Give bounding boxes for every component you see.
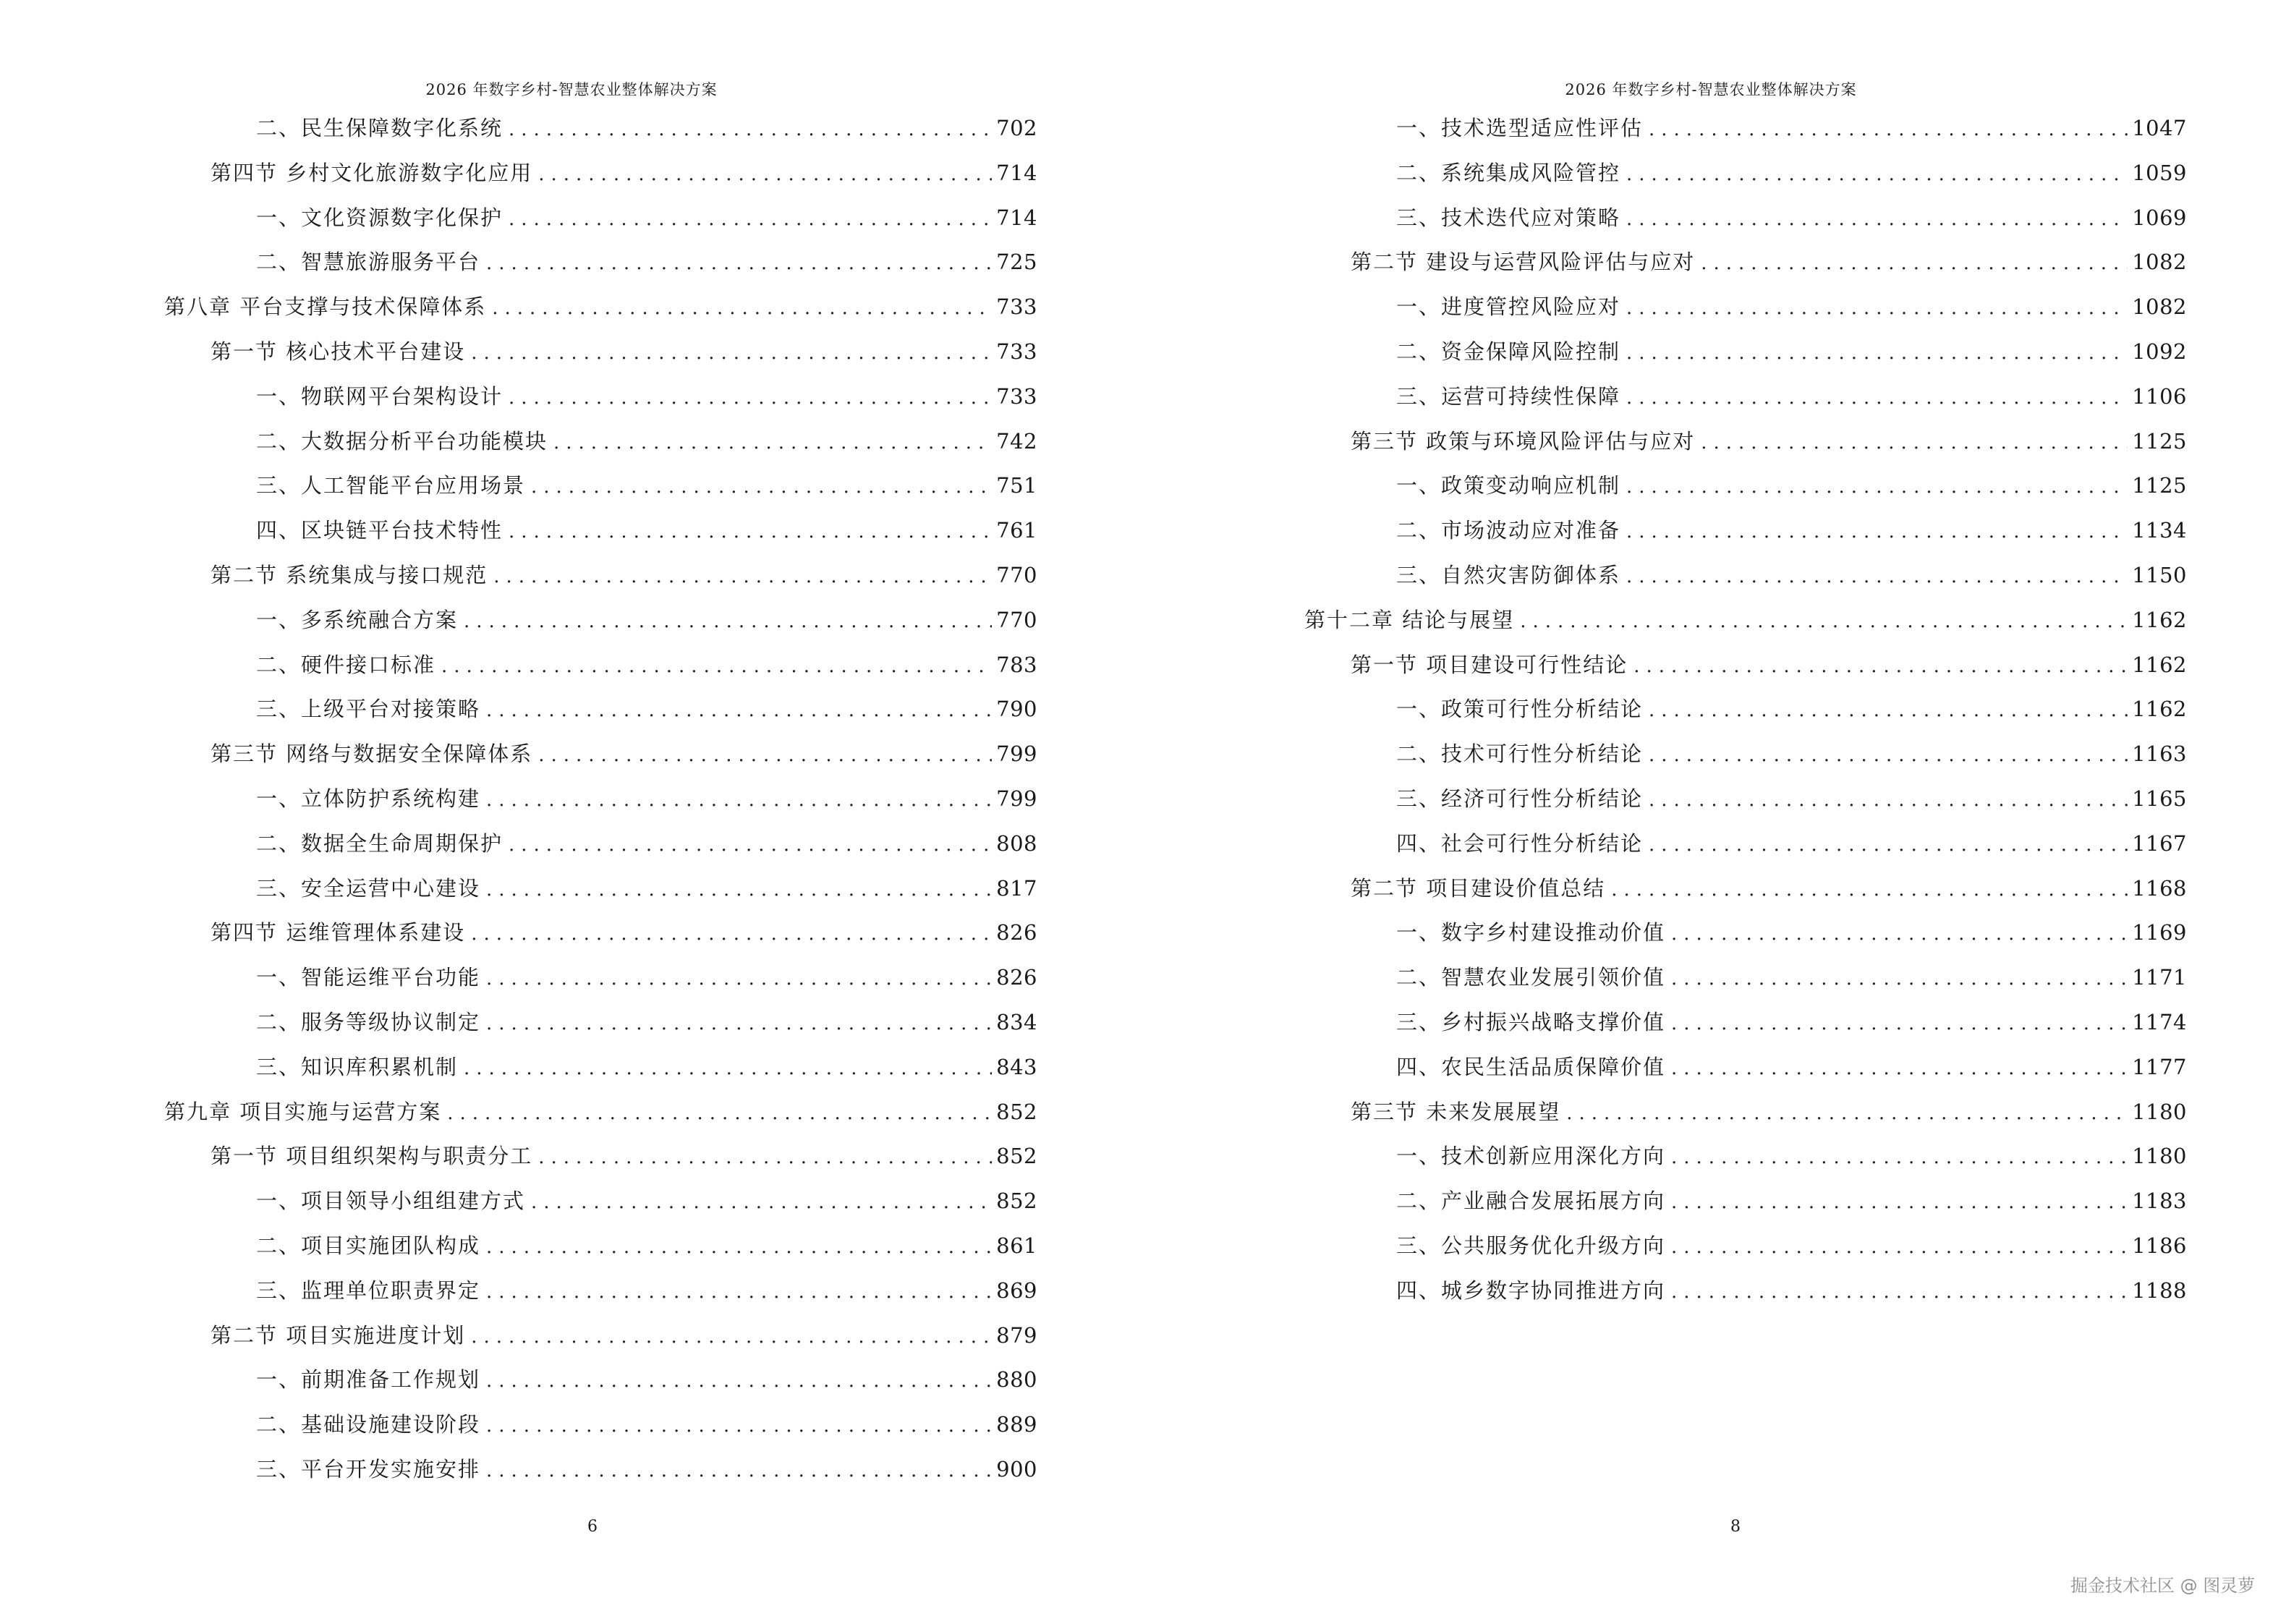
toc-entry[interactable] (164, 693, 1037, 738)
toc-entry-page: 725 (996, 250, 1037, 275)
toc-entry-title: 第二节 建设与运营风险评估与应对 (1351, 250, 1696, 275)
toc-entry-page: 770 (996, 607, 1037, 632)
dot-leader (1671, 1191, 2128, 1213)
page-number: 8 (1730, 1518, 1741, 1536)
toc-entry[interactable] (1304, 1140, 2187, 1185)
dot-leader (509, 208, 992, 230)
toc-entry[interactable] (1304, 1006, 2187, 1051)
toc-entry-page: 1163 (2132, 741, 2187, 767)
toc-entry[interactable] (164, 246, 1037, 291)
toc-entry-title: 一、智能运维平台功能 (256, 965, 481, 990)
toc-entry-page: 733 (996, 383, 1037, 409)
toc-entry-title: 第四节 运维管理体系建设 (211, 920, 466, 945)
toc-entry-page: 861 (996, 1233, 1037, 1258)
toc-entry-title: 三、运营可持续性保障 (1396, 383, 1621, 409)
dot-leader (486, 968, 992, 990)
toc-entry-title: 一、物联网平台架构设计 (256, 383, 503, 409)
toc-entry-page: 1169 (2132, 920, 2187, 945)
toc-entry-page: 1162 (2132, 652, 2187, 677)
toc-entry-page: 1180 (2132, 1144, 2187, 1169)
toc-entry-page: 1125 (2132, 428, 2187, 454)
toc-entry-page: 1186 (2132, 1233, 2187, 1258)
toc-entry-title: 二、服务等级协议制定 (256, 1009, 481, 1034)
toc-entry-page: 714 (996, 205, 1037, 230)
dot-leader (1671, 923, 2128, 945)
toc-entry-page: 761 (996, 518, 1037, 543)
dot-leader (1649, 119, 2128, 140)
toc-entry-page: 1125 (2132, 473, 2187, 498)
toc-entry[interactable] (1304, 1096, 2187, 1141)
toc-entry[interactable] (164, 1006, 1037, 1051)
toc-entry-title: 第三节 政策与环境风险评估与应对 (1351, 428, 1696, 454)
dot-leader (486, 789, 992, 811)
toc-entry-page: 1059 (2132, 160, 2187, 185)
toc-entry-page: 1092 (2132, 339, 2187, 364)
toc-entry-title: 一、技术选型适应性评估 (1396, 116, 1644, 140)
dot-leader (1671, 968, 2128, 990)
toc-entry-title: 第三节 网络与数据安全保障体系 (211, 741, 533, 767)
toc-entry-page: 1069 (2132, 205, 2187, 230)
toc-entry[interactable] (164, 1275, 1037, 1319)
toc-entry[interactable] (1304, 1275, 2187, 1319)
toc-entry-page: 714 (996, 160, 1037, 185)
toc-entry-page: 790 (996, 697, 1037, 722)
toc-entry-title: 一、数字乡村建设推动价值 (1396, 920, 1666, 945)
toc-entry[interactable] (1304, 246, 2187, 291)
toc-entry[interactable] (1304, 828, 2187, 872)
dot-leader (1626, 476, 2128, 498)
dot-leader (509, 521, 992, 543)
toc-entry-title: 一、多系统融合方案 (256, 607, 459, 632)
page-header: 2026 年数字乡村-智慧农业整体解决方案 (1565, 81, 1857, 98)
toc-entry-title: 二、智慧农业发展引领价值 (1396, 965, 1666, 990)
toc-entry-page: 1168 (2132, 875, 2187, 901)
toc-entry[interactable] (1304, 961, 2187, 1006)
toc-entry-title: 四、城乡数字协同推进方向 (1396, 1277, 1666, 1303)
toc-entry-page: 900 (996, 1456, 1037, 1481)
toc-entry[interactable] (1304, 649, 2187, 694)
toc-entry-title: 三、公共服务优化升级方向 (1396, 1233, 1666, 1258)
toc-entry[interactable] (164, 112, 1037, 157)
toc-entry-title: 一、文化资源数字化保护 (256, 205, 503, 230)
toc-entry-page: 852 (996, 1189, 1037, 1214)
toc-entry-page: 826 (996, 965, 1037, 990)
toc-entry[interactable] (1304, 112, 2187, 157)
toc-entry-title: 四、社会可行性分析结论 (1396, 830, 1644, 856)
toc-entry-page: 1167 (2132, 830, 2187, 856)
dot-leader (1671, 1013, 2128, 1034)
dot-leader (1649, 700, 2128, 721)
toc-entry-title: 二、系统集成风险管控 (1396, 160, 1621, 185)
toc-entry-page: 1174 (2132, 1009, 2187, 1034)
toc-entry-title: 四、区块链平台技术特性 (256, 518, 503, 543)
dot-leader (1701, 252, 2128, 274)
toc-entry-title: 三、监理单位职责界定 (256, 1277, 481, 1303)
toc-entry-page: 852 (996, 1099, 1037, 1124)
toc-entry-page: 1134 (2132, 518, 2187, 543)
toc-entry-page: 879 (996, 1322, 1037, 1348)
dot-leader (538, 163, 992, 185)
toc-entry[interactable] (1304, 872, 2187, 917)
dot-leader (1649, 834, 2128, 856)
toc-list (1304, 112, 2187, 1319)
dot-leader (1611, 879, 2128, 901)
toc-entry-title: 三、技术迭代应对策略 (1396, 205, 1621, 230)
toc-entry[interactable] (164, 1319, 1037, 1364)
dot-leader (464, 611, 992, 632)
dot-leader (486, 1460, 992, 1481)
toc-entry[interactable] (164, 1185, 1037, 1230)
toc-entry-page: 1106 (2132, 383, 2187, 409)
dot-leader (486, 1370, 992, 1392)
dot-leader (441, 655, 992, 677)
dot-leader (1566, 1102, 2128, 1124)
toc-entry-page: 1162 (2132, 697, 2187, 722)
dot-leader (1626, 342, 2128, 364)
toc-entry-title: 二、产业融合发展拓展方向 (1396, 1189, 1666, 1214)
toc-entry[interactable] (1304, 917, 2187, 961)
toc-entry-page: 799 (996, 741, 1037, 767)
toc-entry[interactable] (164, 425, 1037, 470)
toc-entry-title: 一、前期准备工作规划 (256, 1367, 481, 1393)
toc-entry[interactable] (164, 872, 1037, 917)
toc-entry-page: 826 (996, 920, 1037, 945)
dot-leader (1626, 566, 2128, 587)
toc-entry[interactable] (164, 1051, 1037, 1096)
toc-entry[interactable] (164, 1453, 1037, 1498)
toc-entry-page: 817 (996, 875, 1037, 901)
toc-entry-title: 三、乡村振兴战略支撑价值 (1396, 1009, 1666, 1034)
toc-entry[interactable] (164, 381, 1037, 425)
toc-entry-page: 1177 (2132, 1054, 2187, 1079)
toc-entry-title: 第三节 未来发展展望 (1351, 1099, 1561, 1124)
toc-entry[interactable] (164, 738, 1037, 783)
toc-entry[interactable] (1304, 783, 2187, 828)
toc-entry[interactable] (1304, 202, 2187, 247)
dot-leader (1626, 387, 2128, 409)
toc-entry[interactable] (164, 1408, 1037, 1453)
dot-leader (1701, 432, 2128, 454)
toc-entry[interactable] (164, 514, 1037, 559)
toc-entry-page: 889 (996, 1412, 1037, 1437)
dot-leader (1649, 744, 2128, 766)
dot-leader (509, 387, 992, 409)
dot-leader (509, 834, 992, 856)
toc-entry-page: 783 (996, 652, 1037, 677)
dot-leader (1671, 1147, 2128, 1168)
toc-entry[interactable] (1304, 514, 2187, 559)
toc-entry-title: 二、智慧旅游服务平台 (256, 250, 481, 275)
dot-leader (486, 1013, 992, 1034)
toc-entry-page: 742 (996, 428, 1037, 454)
toc-entry-page: 1188 (2132, 1277, 2187, 1303)
toc-entry-page: 852 (996, 1144, 1037, 1169)
dot-leader (531, 1191, 992, 1213)
toc-entry[interactable] (164, 336, 1037, 381)
toc-entry-title: 第十二章 结论与展望 (1304, 607, 1515, 632)
dot-leader (493, 566, 992, 587)
dot-leader (1671, 1281, 2128, 1303)
toc-entry-title: 第二节 项目建设价值总结 (1351, 875, 1606, 901)
toc-entry-page: 1171 (2132, 965, 2187, 990)
toc-entry[interactable] (1304, 469, 2187, 514)
toc-entry-page: 808 (996, 830, 1037, 856)
toc-entry-title: 三、平台开发实施安排 (256, 1456, 481, 1481)
toc-entry[interactable] (164, 961, 1037, 1006)
toc-entry-page: 1150 (2132, 562, 2187, 587)
toc-entry-title: 二、硬件接口标准 (256, 652, 436, 677)
toc-entry-title: 三、人工智能平台应用场景 (256, 473, 526, 498)
dot-leader (1649, 789, 2128, 811)
toc-list (164, 112, 1037, 1498)
toc-entry[interactable] (1304, 381, 2187, 425)
toc-entry-title: 二、市场波动应对准备 (1396, 518, 1621, 543)
toc-entry[interactable] (1304, 1051, 2187, 1096)
toc-entry[interactable] (164, 604, 1037, 649)
toc-entry-title: 一、进度管控风险应对 (1396, 294, 1621, 320)
toc-entry[interactable] (164, 783, 1037, 828)
toc-entry-title: 四、农民生活品质保障价值 (1396, 1054, 1666, 1079)
dot-leader (531, 476, 992, 498)
toc-entry-title: 第二节 项目实施进度计划 (211, 1322, 466, 1348)
toc-entry[interactable] (1304, 291, 2187, 336)
toc-entry-page: 880 (996, 1367, 1037, 1393)
dot-leader (1671, 1058, 2128, 1079)
toc-entry[interactable] (164, 1140, 1037, 1185)
dot-leader (1626, 521, 2128, 543)
toc-entry[interactable] (164, 559, 1037, 604)
toc-entry-title: 二、大数据分析平台功能模块 (256, 428, 548, 454)
toc-entry-page: 770 (996, 562, 1037, 587)
dot-leader (538, 1147, 992, 1168)
toc-entry-title: 第一节 项目建设可行性结论 (1351, 652, 1628, 677)
toc-entry[interactable] (164, 291, 1037, 336)
toc-entry[interactable] (164, 1230, 1037, 1275)
toc-entry[interactable] (164, 1096, 1037, 1141)
toc-entry-page: 1180 (2132, 1099, 2187, 1124)
toc-entry-page: 1047 (2132, 116, 2187, 140)
toc-entry-title: 二、资金保障风险控制 (1396, 339, 1621, 364)
dot-leader (486, 700, 992, 721)
right-page (1143, 0, 2286, 1624)
toc-entry-title: 二、数据全生命周期保护 (256, 830, 503, 856)
toc-entry[interactable] (1304, 604, 2187, 649)
dot-leader (509, 119, 992, 140)
toc-entry-title: 一、政策变动响应机制 (1396, 473, 1621, 498)
dot-leader (1520, 611, 2128, 632)
toc-entry[interactable] (1304, 559, 2187, 604)
toc-entry[interactable] (1304, 157, 2187, 202)
toc-entry-title: 第一节 核心技术平台建设 (211, 339, 466, 364)
dot-leader (464, 1058, 992, 1079)
toc-entry[interactable] (164, 1364, 1037, 1408)
toc-entry[interactable] (1304, 1230, 2187, 1275)
toc-entry-page: 799 (996, 786, 1037, 811)
toc-entry[interactable] (164, 649, 1037, 694)
toc-entry-page: 733 (996, 339, 1037, 364)
toc-entry[interactable] (1304, 425, 2187, 470)
dot-leader (1626, 208, 2128, 230)
toc-entry-page: 1082 (2132, 250, 2187, 275)
toc-entry-title: 三、自然灾害防御体系 (1396, 562, 1621, 587)
watermark: 掘金技术社区 @ 图灵萝 (2070, 1576, 2256, 1596)
toc-entry-page: 751 (996, 473, 1037, 498)
dot-leader (1626, 163, 2128, 185)
toc-entry-title: 三、经济可行性分析结论 (1396, 786, 1644, 811)
toc-entry[interactable] (1304, 738, 2187, 783)
toc-entry-title: 第一节 项目组织架构与职责分工 (211, 1144, 533, 1169)
dot-leader (1671, 1236, 2128, 1258)
toc-entry-title: 二、项目实施团队构成 (256, 1233, 481, 1258)
toc-entry[interactable] (164, 828, 1037, 872)
toc-entry-page: 1082 (2132, 294, 2187, 320)
toc-entry[interactable] (164, 202, 1037, 247)
toc-entry-title: 一、政策可行性分析结论 (1396, 697, 1644, 722)
toc-entry-page: 1165 (2132, 786, 2187, 811)
toc-entry-title: 一、项目领导小组组建方式 (256, 1189, 526, 1214)
dot-leader (471, 1326, 992, 1348)
dot-leader (447, 1102, 992, 1124)
toc-entry-page: 869 (996, 1277, 1037, 1303)
dot-leader (538, 744, 992, 766)
toc-entry-page: 843 (996, 1054, 1037, 1079)
dot-leader (486, 1236, 992, 1258)
toc-entry-title: 二、民生保障数字化系统 (256, 116, 503, 140)
toc-entry-title: 三、安全运营中心建设 (256, 875, 481, 901)
toc-entry-title: 第四节 乡村文化旅游数字化应用 (211, 160, 533, 185)
toc-entry-page: 733 (996, 294, 1037, 320)
dot-leader (471, 342, 992, 364)
toc-entry[interactable] (1304, 1185, 2187, 1230)
toc-entry-title: 第九章 项目实施与运营方案 (164, 1099, 442, 1124)
toc-entry[interactable] (164, 469, 1037, 514)
toc-entry-title: 三、知识库积累机制 (256, 1054, 459, 1079)
dot-leader (553, 432, 992, 454)
dot-leader (486, 252, 992, 274)
dot-leader (1633, 655, 2128, 677)
toc-entry-title: 第二节 系统集成与接口规范 (211, 562, 488, 587)
dot-leader (1626, 297, 2128, 319)
page-number: 6 (587, 1518, 598, 1536)
toc-entry-page: 1162 (2132, 607, 2187, 632)
toc-entry-title: 一、技术创新应用深化方向 (1396, 1144, 1666, 1169)
toc-entry[interactable] (164, 917, 1037, 961)
toc-entry-page: 834 (996, 1009, 1037, 1034)
dot-leader (492, 297, 992, 319)
toc-entry[interactable] (1304, 336, 2187, 381)
toc-entry-title: 二、技术可行性分析结论 (1396, 741, 1644, 767)
toc-entry-page: 702 (996, 116, 1037, 140)
toc-entry-title: 二、基础设施建设阶段 (256, 1412, 481, 1437)
dot-leader (486, 1415, 992, 1437)
dot-leader (486, 879, 992, 901)
toc-entry-title: 三、上级平台对接策略 (256, 697, 481, 722)
toc-entry-title: 一、立体防护系统构建 (256, 786, 481, 811)
toc-entry[interactable] (164, 157, 1037, 202)
dot-leader (471, 923, 992, 945)
toc-entry-title: 第八章 平台支撑与技术保障体系 (164, 294, 487, 320)
page-header: 2026 年数字乡村-智慧农业整体解决方案 (425, 81, 718, 98)
dot-leader (486, 1281, 992, 1303)
toc-entry-page: 1183 (2132, 1189, 2187, 1214)
toc-entry[interactable] (1304, 693, 2187, 738)
